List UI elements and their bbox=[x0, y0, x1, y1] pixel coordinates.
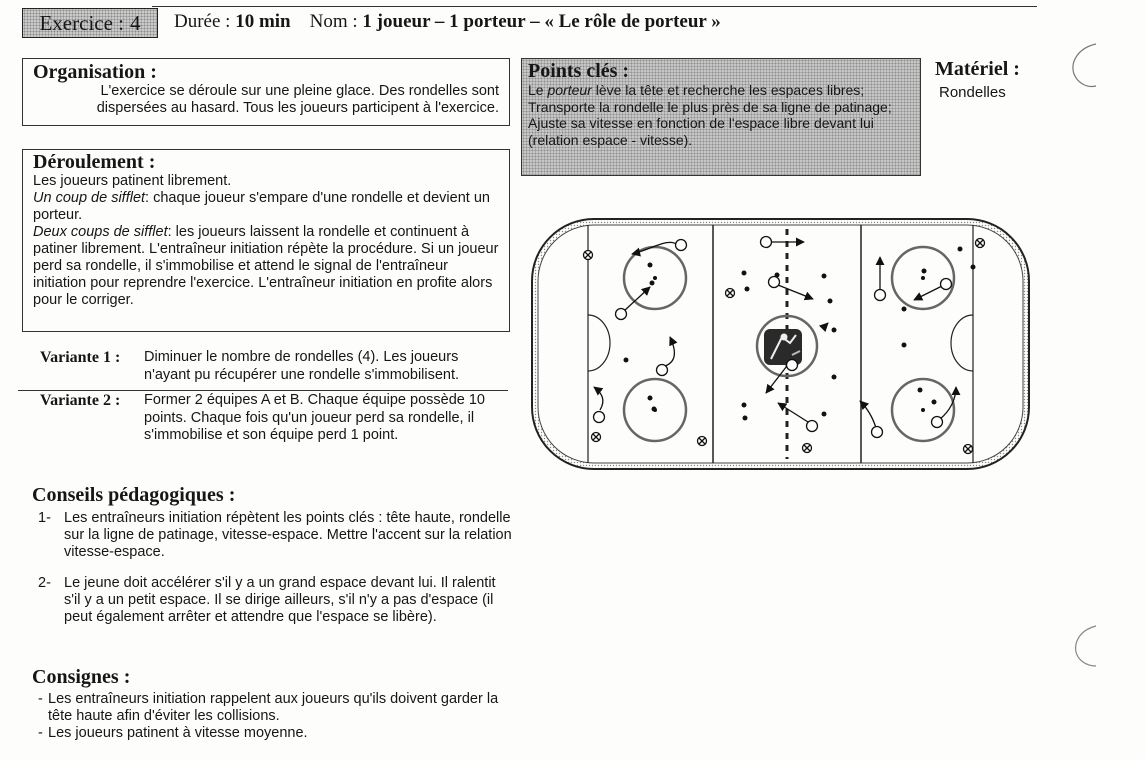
puck-dot-icon bbox=[902, 343, 907, 348]
player-circle-icon bbox=[875, 290, 886, 301]
variante-2-label: Variante 2 : bbox=[40, 392, 121, 409]
deux-coups-text: : les joueurs laissent la rondelle et continuent à patiner librement. L'entraîneur initiation répète la procédure. Si un joueur perd sa rondelle, il s'immobilise et attend le signal de l'entraîneur initiation pour reprendre l'exercice. L'entraîneur initiation en profite alors pour le corriger. bbox=[33, 224, 499, 308]
conseil-item bbox=[32, 510, 512, 561]
cross-circle-icon bbox=[803, 444, 812, 453]
variante-1 bbox=[40, 349, 510, 389]
consigne-item bbox=[32, 725, 512, 742]
player-circle-icon bbox=[594, 412, 605, 423]
consigne-dash: - bbox=[38, 691, 43, 707]
consigne-text: Les entraîneurs initiation rappelent aux joueurs qu'ils doivent garder la tête haute afin d'éviter les collisions. bbox=[48, 691, 499, 724]
puck-dot-icon bbox=[918, 388, 923, 393]
points-cles-title: Points clés : bbox=[528, 60, 630, 82]
puck-dot-icon bbox=[742, 403, 747, 408]
duration-label: Durée : bbox=[174, 11, 231, 32]
conseil-text: Les entraîneurs initiation répètent les points clés : tête haute, rondelle sur la ligne de patinage, vitesse-espace. Mettre l'accent sur la relation vitesse-espace. bbox=[64, 510, 512, 560]
deroulement-coup bbox=[33, 190, 501, 224]
puck-dot-icon bbox=[743, 416, 748, 421]
duration-value: 10 min bbox=[235, 11, 291, 32]
puck-dot-icon bbox=[648, 396, 653, 401]
exercise-info-line bbox=[174, 11, 721, 33]
variante-divider bbox=[18, 390, 508, 391]
variante-1-label: Variante 1 : bbox=[40, 349, 121, 366]
points-cles-line-3: Ajuste sa vitesse en fonction de l'espace libre devant lui (relation espace - vitesse). bbox=[528, 115, 874, 148]
conseils-section bbox=[32, 484, 512, 640]
cross-circle-icon bbox=[592, 433, 601, 442]
player-circle-icon bbox=[769, 277, 780, 288]
puck-dot-icon bbox=[832, 328, 837, 333]
puck-dot-icon bbox=[650, 281, 655, 286]
deux-coups-label: Deux coups de sifflet bbox=[33, 224, 168, 240]
variante-2-text: Former 2 équipes A et B. Chaque équipe possède 10 points. Chaque fois qu'un joueur perd sa rondelle, il s'immobilise et son équipe perd 1 point. bbox=[144, 392, 485, 443]
points-cles-line-2: Transporte la rondelle le plus près de sa ligne de patinage; bbox=[528, 98, 892, 115]
rink-diagram bbox=[528, 215, 1033, 477]
binder-mark-icon bbox=[1068, 622, 1098, 672]
points-cles-line-1-rest: lève la tête et recherche les espaces libres; bbox=[591, 82, 865, 98]
player-circle-icon bbox=[657, 365, 668, 376]
puck-dot-icon bbox=[745, 287, 750, 292]
puck-dot-icon bbox=[742, 271, 747, 276]
points-cles-line-1 bbox=[528, 82, 912, 99]
cross-circle-icon bbox=[964, 445, 973, 454]
exercise-badge bbox=[22, 8, 158, 38]
conseil-item bbox=[32, 575, 512, 626]
faceoff-dot bbox=[921, 276, 925, 280]
puck-dot-icon bbox=[902, 307, 907, 312]
variante-2 bbox=[40, 392, 510, 472]
exercise-number: 4 bbox=[130, 10, 141, 35]
conseils-list bbox=[32, 510, 512, 626]
player-circle-icon bbox=[761, 237, 772, 248]
puck-dot-icon bbox=[648, 263, 653, 268]
coup-sifflet-text: : chaque joueur s'empare d'une rondelle et devient un porteur. bbox=[33, 190, 490, 223]
conseils-title: Conseils pédagogiques : bbox=[32, 484, 236, 506]
points-cles-text bbox=[528, 82, 912, 148]
faceoff-dot bbox=[653, 276, 657, 280]
puck-dot-icon bbox=[971, 265, 976, 270]
header-rule bbox=[152, 6, 1037, 7]
deroulement-deux bbox=[33, 224, 501, 309]
name-value: 1 joueur – 1 porteur – « Le rôle de porteur » bbox=[362, 11, 721, 32]
binder-mark-icon bbox=[1068, 40, 1098, 94]
cross-circle-icon bbox=[698, 437, 707, 446]
consigne-text: Les joueurs patinent à vitesse moyenne. bbox=[48, 725, 308, 741]
puck-dot-icon bbox=[624, 358, 629, 363]
organisation-title: Organisation : bbox=[33, 61, 157, 83]
conseil-number: 1- bbox=[38, 510, 51, 526]
faceoff-dot bbox=[921, 408, 925, 412]
player-circle-icon bbox=[807, 421, 818, 432]
player-circle-icon bbox=[941, 279, 952, 290]
coup-sifflet-label: Un coup de sifflet bbox=[33, 190, 146, 206]
puck-dot-icon bbox=[828, 299, 833, 304]
deroulement-title: Déroulement : bbox=[33, 151, 156, 173]
consignes-list bbox=[32, 691, 512, 742]
conseil-text: Le jeune doit accélérer s'il y a un grand espace devant lui. Il ralentit s'il y a un petit espace. Il se dirige ailleurs, s'il n'y a pas d'espace (il peut également arrêter et attendre que l'espace se libère). bbox=[64, 575, 496, 625]
consignes-section bbox=[32, 666, 512, 742]
points-cles-box bbox=[521, 58, 921, 176]
cross-circle-icon bbox=[726, 289, 735, 298]
cross-circle-icon bbox=[976, 239, 985, 248]
consigne-dash: - bbox=[38, 725, 43, 741]
exercise-label: Exercice : bbox=[39, 10, 125, 35]
points-cles-porteur: porteur bbox=[547, 82, 592, 98]
materiel-value: Rondelles bbox=[939, 84, 1006, 101]
organisation-text bbox=[33, 83, 501, 117]
cross-circle-icon bbox=[584, 251, 593, 260]
puck-dot-icon bbox=[832, 375, 837, 380]
points-cles-prefix: Le bbox=[528, 82, 548, 98]
puck-dot-icon bbox=[932, 400, 937, 405]
player-circle-icon bbox=[616, 309, 627, 320]
player-circle-icon bbox=[872, 427, 883, 438]
page-header bbox=[22, 4, 1037, 38]
player-circle-icon bbox=[932, 417, 943, 428]
player-circle-icon bbox=[676, 240, 687, 251]
puck-dot-icon bbox=[822, 274, 827, 279]
puck-dot-icon bbox=[822, 412, 827, 417]
puck-dot-icon bbox=[958, 247, 963, 252]
organisation-box bbox=[22, 58, 510, 126]
organisation-line: dispersées au hasard. Tous les joueurs participent à l'exercice. bbox=[96, 100, 499, 116]
consigne-item bbox=[32, 691, 512, 725]
deroulement-text bbox=[33, 173, 501, 309]
name-label: Nom : bbox=[309, 11, 358, 32]
materiel-title: Matériel : bbox=[935, 58, 1020, 80]
materiel-section bbox=[935, 58, 1020, 101]
consignes-title: Consignes : bbox=[32, 666, 131, 688]
puck-dot-icon bbox=[652, 407, 657, 412]
conseil-number: 2- bbox=[38, 575, 51, 591]
variante-1-text: Diminuer le nombre de rondelles (4). Les joueurs n'ayant pu récupérer une rondelle s'immobilisent. bbox=[144, 349, 460, 383]
deroulement-line-1: Les joueurs patinent librement. bbox=[33, 173, 232, 189]
deroulement-box bbox=[22, 149, 510, 332]
player-circle-icon bbox=[787, 360, 798, 371]
coach-logo-icon bbox=[764, 329, 802, 365]
organisation-line: L'exercice se déroule sur une pleine glace. Des rondelles sont bbox=[100, 83, 499, 99]
puck-dot-icon bbox=[922, 269, 927, 274]
